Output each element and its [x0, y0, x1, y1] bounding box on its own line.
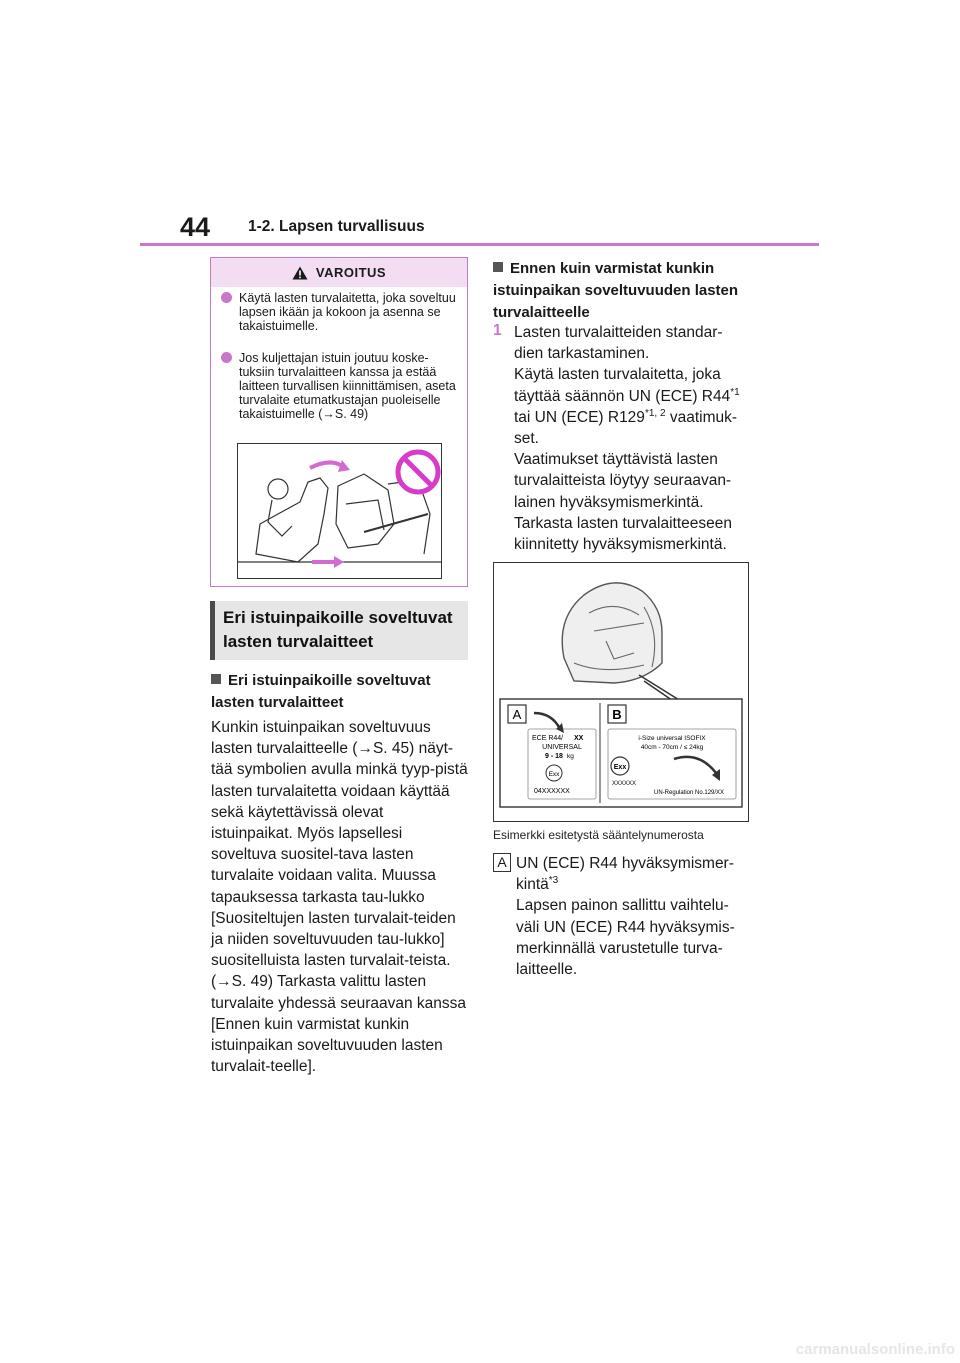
label-b-code: XXXXXX: [612, 781, 637, 787]
warning-item: [221, 351, 457, 421]
warning-box: [210, 257, 468, 587]
figure-caption: Esimerkki esitetystä sääntelynumerosta: [493, 828, 704, 842]
step-para2: Vaatimukset täyttävistä lasten turvalaitteista löytyy seuraavan-lainen hyväksymismerkintä. Tarkasta lasten turvalaitteeseen kiinnitetty hyväksymismerkintä.: [514, 451, 732, 554]
left-body-text: Kunkin istuinpaikan soveltuvuus lasten turvalaitteelle (→S. 45) näyt-tää symbolien avulla minkä tyyp-pistä lasten turvalaitetta voidaan käyttää sekä käytettävissä olevat istuinpaikat. Myös lapsellesi soveltuva suositel-tava lasten turvalaite voidaan valita. Muussa tapauksessa tarkasta tau-lukko [Suositeltujen lasten turvalait-teiden ja niiden soveltuvuuden tau-lukko] suositelluista lasten turvalait-teista. (→S. 49) Tarkasta valittu lasten turvalaite yhdessä seuraavan kanssa [Ennen kuin varmistat kunkin istuinpaikan soveltuvuuden lasten turvalait-teelle].: [211, 719, 468, 1076]
label-a-unit: kg: [567, 753, 574, 760]
approval-label-figure: [493, 562, 749, 822]
section-heading: Eri istuinpaikoille soveltuvat lasten turvalaitteet: [210, 601, 468, 660]
item-body: Lapsen painon sallittu vaihtelu-väli UN (ECE) R44 hyväksymis-merkinnällä varustetulle turva-laitteelle.: [516, 897, 735, 979]
item-label-a: A: [493, 853, 511, 872]
bullet-icon: [221, 352, 232, 363]
item-a-content: [516, 853, 752, 980]
label-b-line1: i-Size universal ISOFIX: [638, 735, 706, 742]
step-number: 1: [493, 322, 502, 339]
label-b-reg: UN-Regulation No.129/XX: [654, 790, 725, 796]
watermark-text: carmanualsonline.info: [795, 1341, 955, 1358]
label-a-line1: ECE R44/: [532, 735, 564, 742]
label-a-tag: A: [512, 707, 522, 722]
warning-item: [221, 291, 457, 333]
footnote-ref: *3: [548, 875, 559, 887]
square-bullet-icon: [211, 674, 221, 684]
label-b-line2: 40cm - 70cm / ≤ 24kg: [640, 744, 704, 751]
label-b-exx: Exx: [613, 764, 627, 771]
warning-illustration: [237, 443, 442, 579]
sub-heading-right: [493, 258, 751, 324]
sub-heading-left: [211, 670, 469, 714]
label-a-line3: 9 - 18: [545, 753, 563, 760]
warning-header: [211, 258, 467, 287]
watermark: [700, 1340, 960, 1358]
warning-title: VAROITUS: [315, 265, 387, 280]
child-seat-illustration: [494, 563, 748, 821]
label-a-line2: UNIVERSAL: [542, 744, 582, 751]
warning-icon: [292, 266, 308, 280]
step-line1: Käytä lasten turvalaitetta, joka täyttää säännön UN (ECE) R44: [514, 366, 731, 405]
sub-heading-text: Eri istuinpaikoille soveltuvat lasten turvalaitteet: [211, 672, 431, 711]
square-bullet-icon: [493, 262, 503, 272]
label-b-tag: B: [612, 707, 622, 722]
warning-item-text: Käytä lasten turvalaitetta, joka soveltuu lapsen ikään ja kokoon ja asenna se takaistuimelle.: [239, 291, 456, 333]
label-a-exx: Exx: [548, 771, 560, 778]
section-title: 1-2. Lapsen turvallisuus: [248, 218, 425, 235]
step-content: [514, 322, 750, 555]
footnote-ref: *1: [730, 386, 740, 398]
driver-seat-conflict-illustration: [238, 444, 441, 578]
bullet-icon: [221, 292, 232, 303]
label-a-xx: XX: [574, 735, 584, 742]
header-rule: [140, 243, 819, 246]
step-line3: vaatimuk-set.: [514, 408, 738, 448]
item-title: UN (ECE) R44 hyväksymismer-kintä: [516, 855, 734, 894]
step-title: Lasten turvalaitteiden standar-dien tarkastaminen.: [514, 324, 723, 363]
step-line2: tai UN (ECE) R129: [514, 408, 645, 426]
label-a-code: 04XXXXXX: [534, 788, 570, 795]
warning-item-text: Jos kuljettajan istuin joutuu koske-tuksiin turvalaitteen kanssa ja estää laitteen turvallisen kiinnittämisen, aseta turvalaite etumatkustajan puoleiselle takaistuimelle (→S. 49): [239, 351, 456, 421]
sub-heading-text: Ennen kuin varmistat kunkin istuinpaikan soveltuvuuden lasten turvalaitteelle: [493, 260, 739, 321]
page-number: 44: [180, 212, 211, 242]
footnote-ref: *1, 2: [644, 407, 666, 419]
